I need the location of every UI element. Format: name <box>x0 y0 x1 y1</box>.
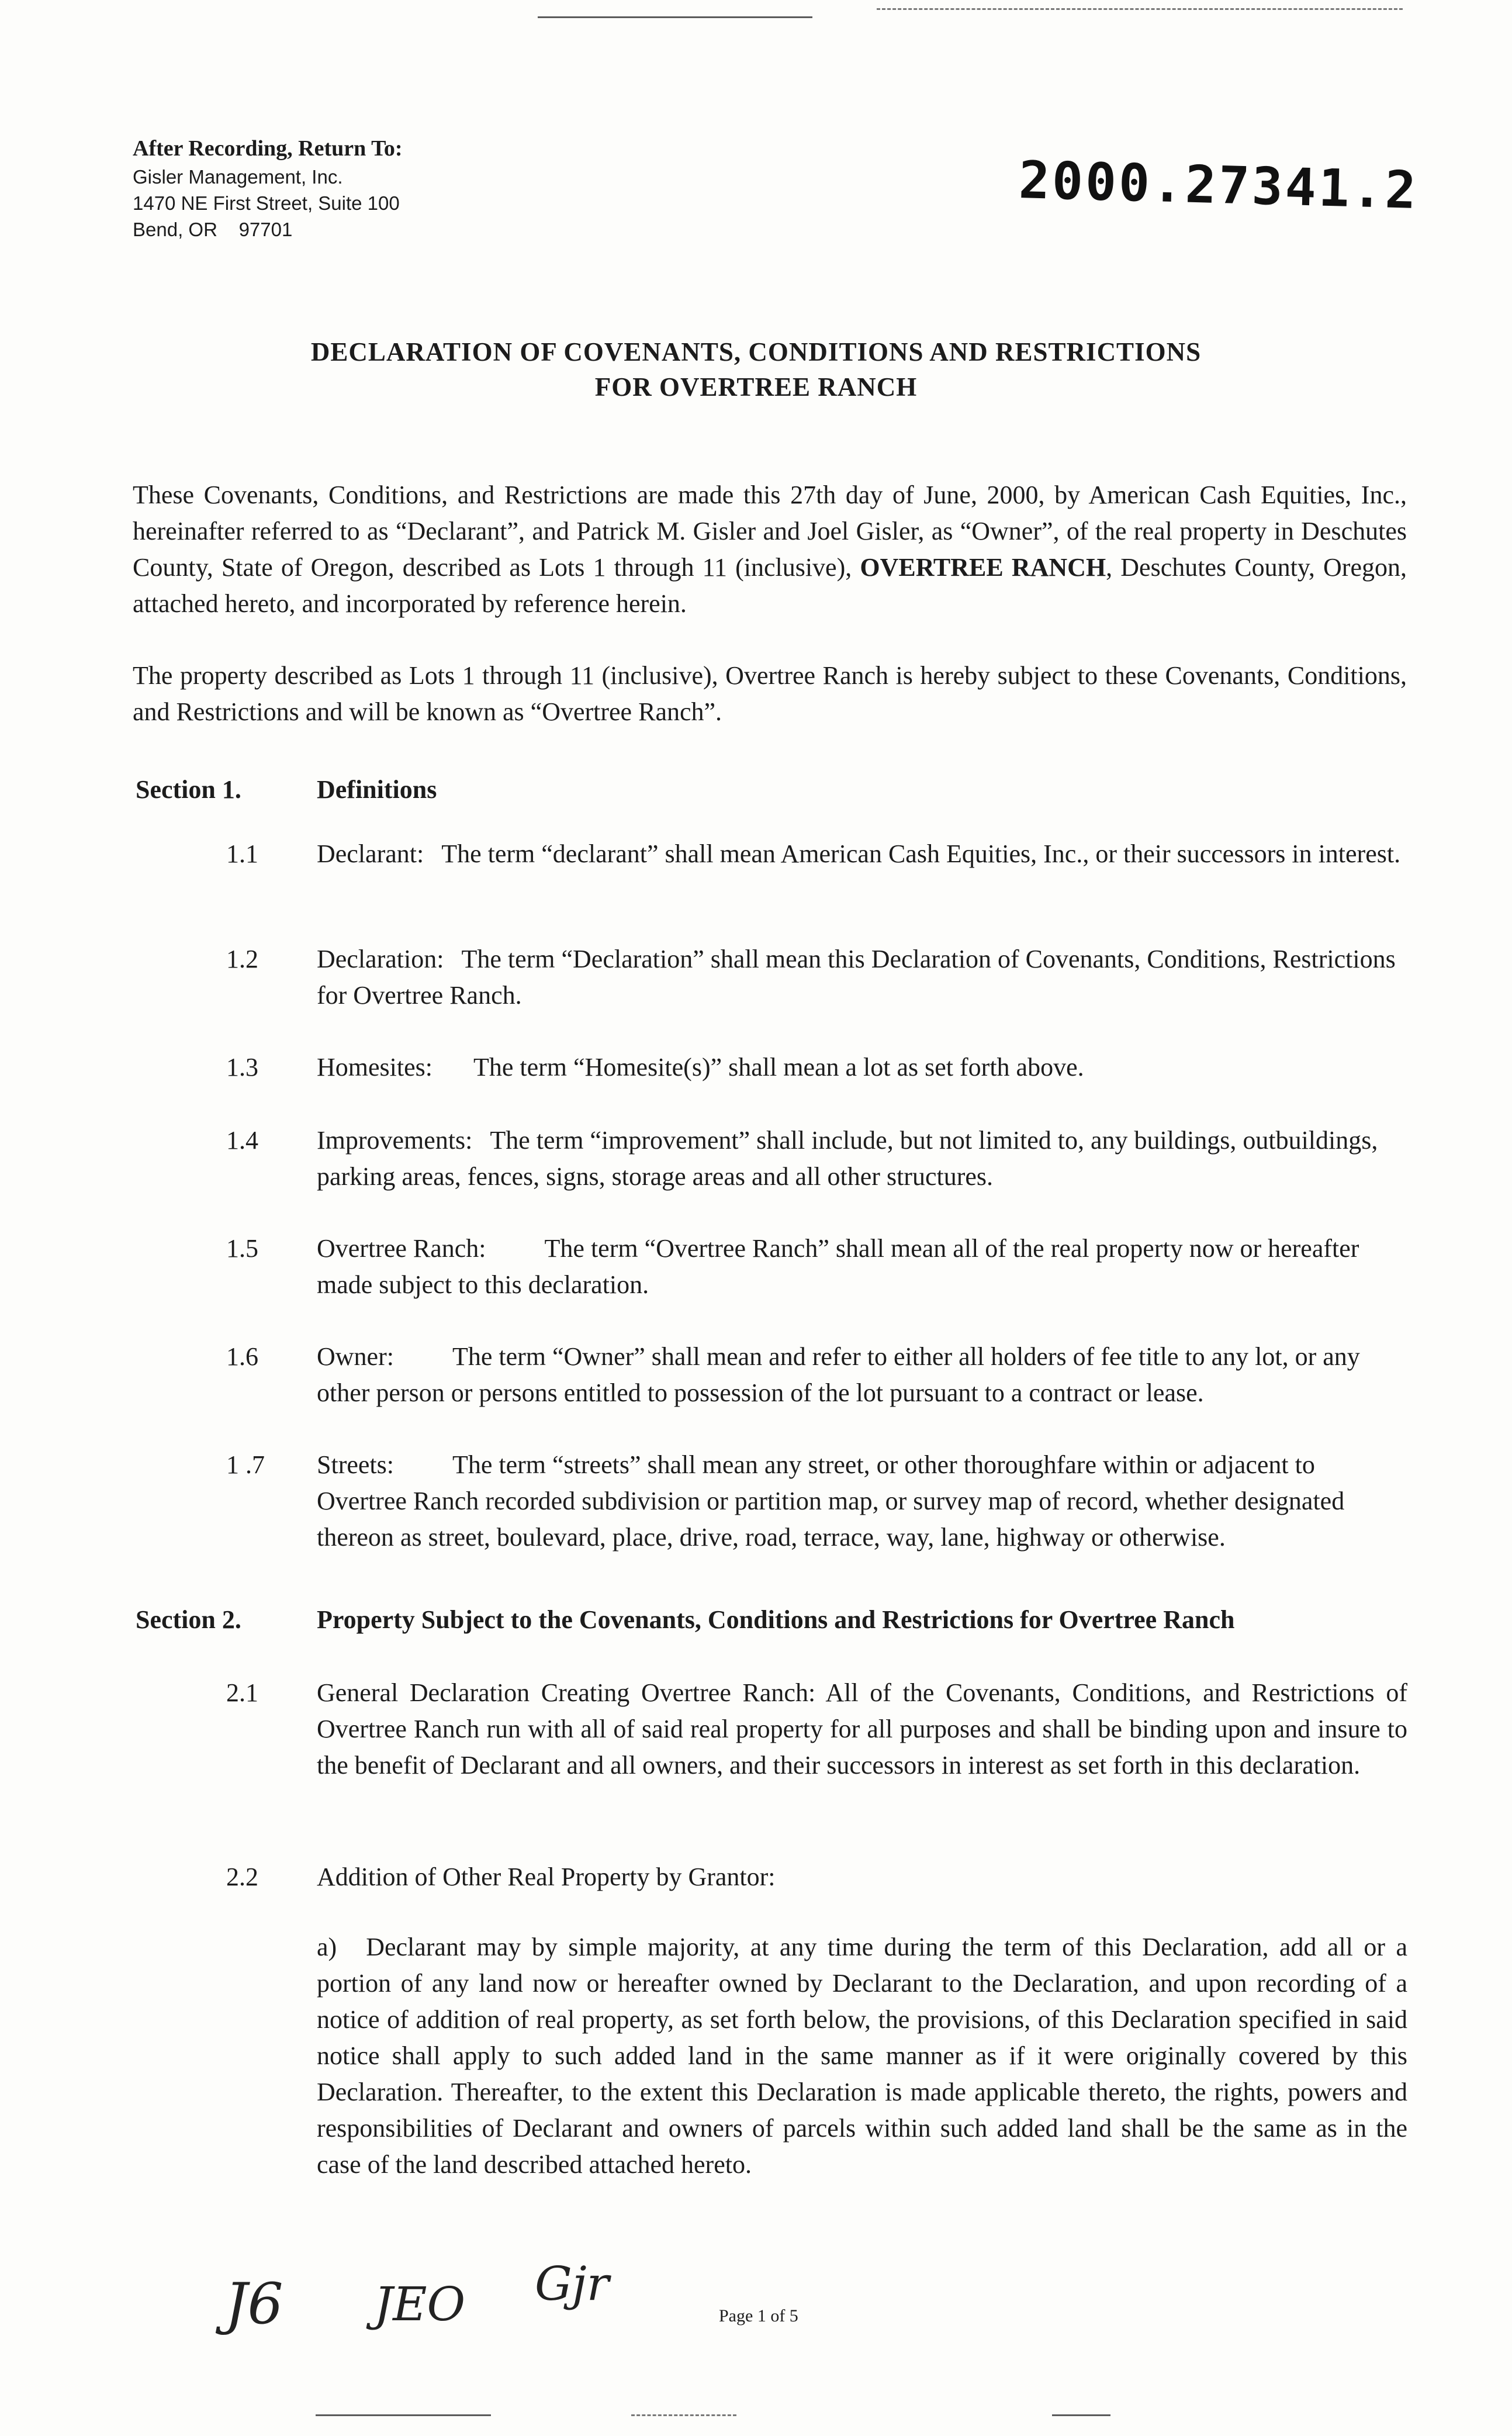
section-label: Section 2. <box>136 1605 241 1634</box>
definition-clause <box>317 1339 1407 1411</box>
return-address-line: Bend, OR 97701 <box>133 219 293 240</box>
document-title <box>0 334 1512 405</box>
clause-number: 1.4 <box>226 1126 258 1155</box>
scan-artifact-bottom-line <box>316 2414 491 2416</box>
definition-text: The term “Homesite(s)” shall mean a lot as set forth above. <box>473 1053 1084 1081</box>
definition-term: Homesites: <box>317 1053 433 1081</box>
scan-artifact-bottom-dash <box>631 2414 736 2416</box>
clause-number: 1 .7 <box>226 1450 265 1479</box>
clause-number: 2.2 <box>226 1863 258 1891</box>
return-address-title: After Recording, Return To: <box>133 136 403 161</box>
definition-term: Declaration: <box>317 945 444 973</box>
subclause <box>317 1929 1407 2183</box>
definition-text: The term “improvement” shall include, but not limited to, any buildings, outbuildings, parking areas, fences, signs, storage areas and all other structures. <box>317 1126 1378 1191</box>
intro-paragraph <box>133 477 1407 622</box>
intro-text: These Covenants, Conditions, and Restrictions are made this 27th day of June, 2000, by American Cash Equities, Inc., hereinafter referred to as “Declarant”, and Patrick M. Gisler and Joel Gisler, as “Owner”, of the real property in Deschutes County, State of Oregon, described as Lots 1 through 11 (inclusive), <box>133 481 1407 582</box>
document-title-line: FOR OVERTREE RANCH <box>594 372 918 402</box>
definition-term: Overtree Ranch: <box>317 1234 486 1263</box>
clause-text: Addition of Other Real Property by Grantor: <box>317 1863 776 1891</box>
handwritten-initials: J6 <box>225 2271 283 2337</box>
handwritten-initials: Gjr <box>535 2257 609 2311</box>
scan-artifact-bottom-line <box>1052 2414 1110 2416</box>
clause-number: 1.1 <box>226 839 258 868</box>
section-label: Section 1. <box>136 775 241 804</box>
definition-term: Improvements: <box>317 1126 473 1155</box>
scan-artifact-top-line <box>795 16 812 18</box>
recording-number-stamp: 2000.27341.2 <box>1018 150 1419 220</box>
definition-clause <box>317 1447 1407 1556</box>
subclause-label: a) <box>317 1933 337 1961</box>
clause-number: 1.5 <box>226 1234 258 1263</box>
handwritten-initials: JEO <box>374 2277 466 2331</box>
clause-number: 1.6 <box>226 1342 258 1371</box>
section-title: Definitions <box>317 775 437 804</box>
intro-text: , Deschutes County, Oregon, attached hereto, and incorporated by reference herein. <box>133 553 1407 618</box>
definition-term: Declarant: <box>317 839 424 868</box>
clause-text: General Declaration Creating Overtree Ranch: All of the Covenants, Conditions, and Restrictions of Overtree Ranch run with all of said real property for all purposes and shall be binding upon and insure to the benefit of Declarant and all owners, and their successors in interest as set forth in this declaration. <box>317 1678 1407 1780</box>
return-address-line: Gisler Management, Inc. <box>133 166 343 188</box>
definition-clause <box>317 1231 1407 1303</box>
definition-text: The term “declarant” shall mean American Cash Equities, Inc., or their successors in interest. <box>441 839 1401 868</box>
return-address-line: 1470 NE First Street, Suite 100 <box>133 192 400 214</box>
scan-artifact-top-line <box>538 16 795 18</box>
clause-number: 2.1 <box>226 1678 258 1707</box>
document-title-line: DECLARATION OF COVENANTS, CONDITIONS AND RESTRICTIONS <box>310 337 1202 367</box>
property-name: OVERTREE RANCH <box>860 553 1106 582</box>
definition-text: The term “Declaration” shall mean this Declaration of Covenants, Conditions, Restrictions for Overtree Ranch. <box>317 945 1396 1010</box>
definition-text: The term “Overtree Ranch” shall mean all of the real property now or hereafter made subject to this declaration. <box>317 1234 1359 1299</box>
definition-clause <box>317 1122 1407 1195</box>
definition-clause <box>317 1049 1407 1086</box>
definition-text: The term “Owner” shall mean and refer to either all holders of fee title to any lot, or any other person or persons entitled to possession of the lot pursuant to a contract or lease. <box>317 1342 1360 1407</box>
section-title: Property Subject to the Covenants, Conditions and Restrictions for Overtree Ranch <box>317 1605 1235 1634</box>
definition-term: Owner: <box>317 1342 394 1371</box>
page-number: Page 1 of 5 <box>719 2306 798 2326</box>
subclause-text: Declarant may by simple majority, at any time during the term of this Declaration, add all or a portion of any land now or hereafter owned by Declarant to the Declaration, and upon recording of a notice of addition of real property, as set forth below, the provisions, of this Declaration specified in said notice shall apply to such added land in the same manner as if it were originally covered by this Declaration. Thereafter, to the extent this Declaration is made applicable thereto, the rights, powers and responsibilities of Declarant and owners of parcels within such added land shall be the same as in the case of the land described attached hereto. <box>317 1933 1407 2179</box>
definition-clause <box>317 941 1407 1014</box>
scan-artifact-top-dash <box>877 8 1403 10</box>
return-address-block <box>133 133 403 243</box>
definition-term: Streets: <box>317 1450 394 1479</box>
intro-paragraph-2: The property described as Lots 1 through 11 (inclusive), Overtree Ranch is hereby subject to these Covenants, Conditions, and Restrictions and will be known as “Overtree Ranch”. <box>133 661 1407 726</box>
clause-number: 1.3 <box>226 1053 258 1081</box>
definition-clause <box>317 836 1407 872</box>
clause-number: 1.2 <box>226 945 258 973</box>
definition-text: The term “streets” shall mean any street, or other thoroughfare within or adjacent to Overtree Ranch recorded subdivision or partition map, or survey map of record, whether designated thereon as street, boulevard, place, drive, road, terrace, way, lane, highway or otherwise. <box>317 1450 1345 1552</box>
